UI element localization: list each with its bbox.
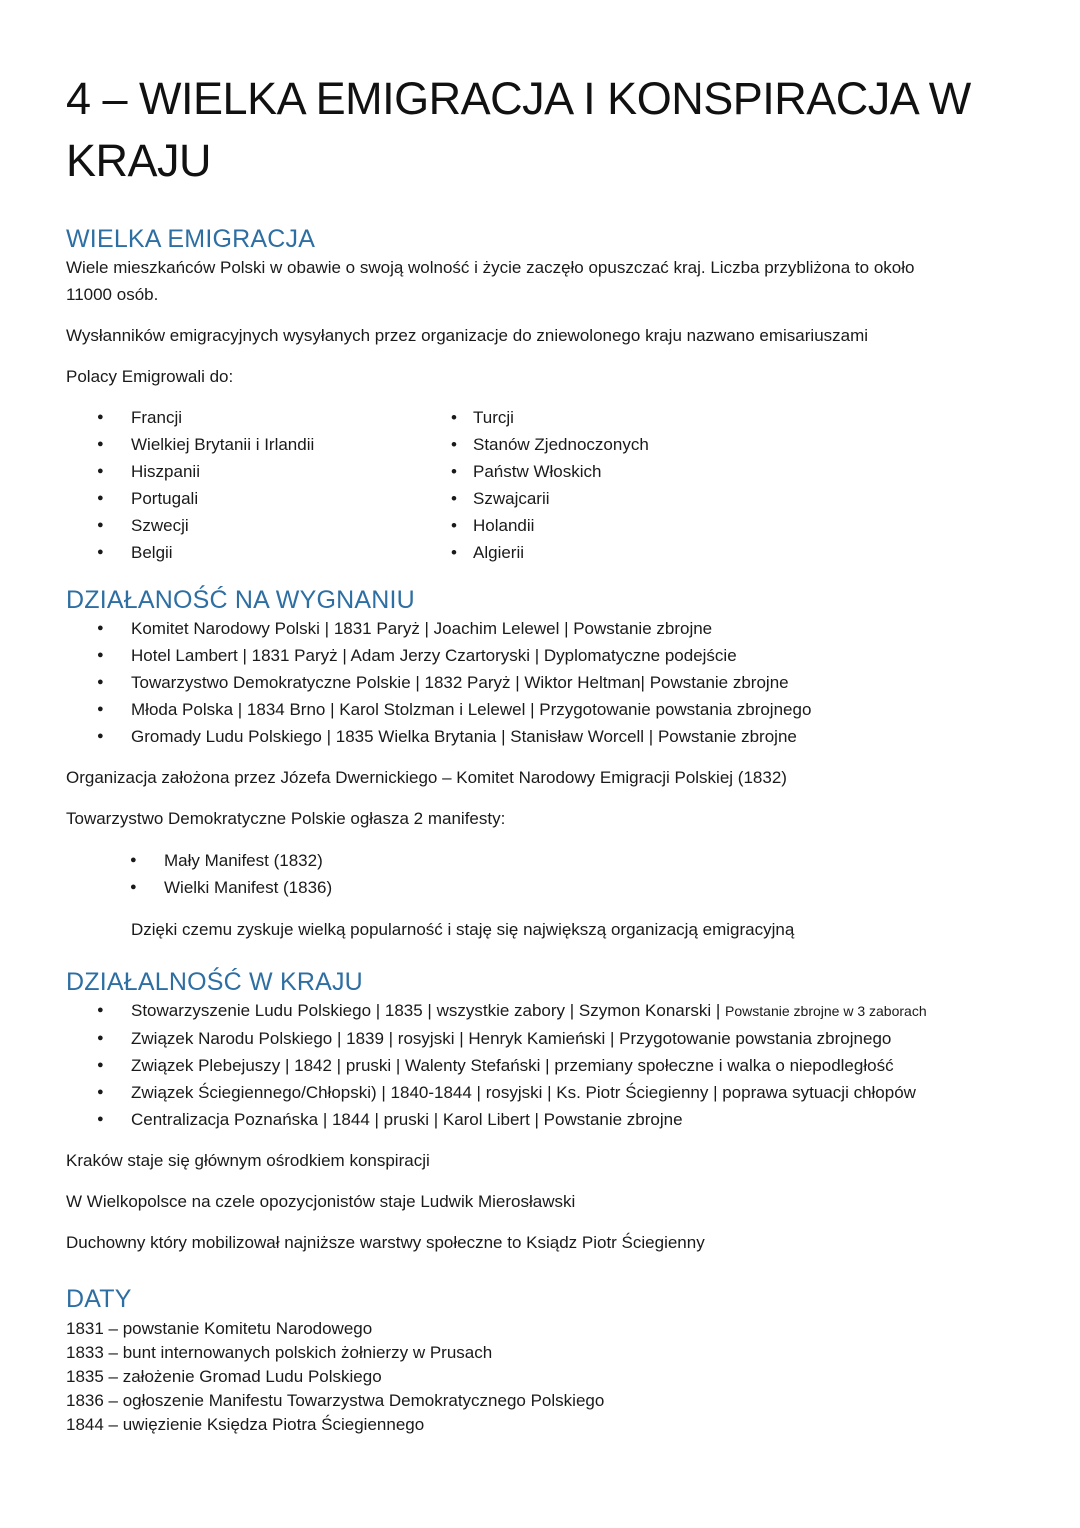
paragraph: Dzięki czemu zyskuje wielką popularność i staję się największą organizacją emigracyjną (131, 920, 795, 939)
list-item: ● Szwecji (66, 512, 444, 539)
date-entry: 1835 – założenie Gromad Ludu Polskiego (66, 1367, 382, 1386)
page-title (66, 68, 1026, 192)
list-item: ● Gromady Ludu Polskiego | 1835 Wielka Brytania | Stanisław Worcell | Powstanie zbrojne (66, 723, 1026, 750)
paragraph: Kraków staje się głównym ośrodkiem konspiracji (66, 1151, 430, 1170)
manifests-list (66, 847, 1026, 901)
list-item: • Szwajcarii (444, 485, 649, 512)
page-title-line-2: KRAJU (66, 135, 212, 186)
list-item: ● Francji (66, 404, 444, 431)
list-item: • Stanów Zjednoczonych (444, 431, 649, 458)
date-entry: 1831 – powstanie Komitetu Narodowego (66, 1319, 373, 1338)
paragraph-line: Wiele mieszkańców Polski w obawie o swoją wolność i życie zaczęło opuszczać kraj. Liczba przybliżona to około (66, 258, 915, 277)
date-entry: 1836 – ogłoszenie Manifestu Towarzystwa Demokratycznego Polskiego (66, 1391, 605, 1410)
countries-list-left (66, 404, 444, 566)
list-item: • Algierii (444, 539, 649, 566)
list-item: ● Hotel Lambert | 1831 Paryż | Adam Jerzy Czartoryski | Dyplomatyczne podejście (66, 642, 1026, 669)
list-item: ● Komitet Narodowy Polski | 1831 Paryż | Joachim Lelewel | Powstanie zbrojne (66, 615, 1026, 642)
list-item: ● Wielki Manifest (1836) (66, 874, 1026, 901)
paragraph: Organizacja założona przez Józefa Dwernickiego – Komitet Narodowy Emigracji Polskiej (1832) (66, 768, 787, 787)
list-item: ● Związek Plebejuszy | 1842 | pruski | Walenty Stefański | przemiany społeczne i walka o niepodległość (66, 1052, 1026, 1079)
paragraph: W Wielkopolsce na czele opozycjonistów staje Ludwik Mierosławski (66, 1192, 576, 1211)
list-item-text: Stowarzyszenie Ludu Polskiego | 1835 | wszystkie zabory | Szymon Konarski | (131, 1001, 726, 1020)
list-item: ● Hiszpanii (66, 458, 444, 485)
page-title-line-1: 4 – WIELKA EMIGRACJA I KONSPIRACJA W (66, 73, 971, 124)
section-wielka-emigracja (66, 223, 1026, 566)
list-item: ● Związek Narodu Polskiego | 1839 | rosyjski | Henryk Kamieński | Przygotowanie powstania zbrojnego (66, 1025, 1026, 1052)
list-item: ● Mały Manifest (1832) (66, 847, 1026, 874)
document-page (66, 68, 1026, 1437)
date-entry: 1833 – bunt internowanych polskich żołnierzy w Prusach (66, 1343, 493, 1362)
list-item (66, 997, 1026, 1025)
list-item: ● Portugali (66, 485, 444, 512)
section-heading: DZIAŁANOŚĆ NA WYGNANIU (66, 586, 415, 614)
paragraph: Duchowny który mobilizował najniższe warstwy społeczne to Ksiądz Piotr Ściegienny (66, 1233, 705, 1252)
list-item: • Państw Włoskich (444, 458, 649, 485)
list-item-note: Powstanie zbrojne w 3 zaborach (725, 1003, 927, 1019)
list-item: • Holandii (444, 512, 649, 539)
section-heading: DZIAŁALNOŚĆ W KRAJU (66, 968, 363, 996)
section-daty (66, 1283, 1026, 1437)
paragraph: Polacy Emigrowali do: (66, 367, 234, 386)
paragraph: Wysłanników emigracyjnych wysyłanych przez organizacje do zniewolonego kraju nazwano emisariuszami (66, 326, 869, 345)
date-entry: 1844 – uwięzienie Księdza Piotra Ściegiennego (66, 1415, 425, 1434)
section-heading: WIELKA EMIGRACJA (66, 225, 316, 253)
section-dzialalnosc-na-wygnaniu (66, 584, 1026, 943)
paragraph: Towarzystwo Demokratyczne Polskie ogłasza 2 manifesty: (66, 809, 506, 828)
list-item: • Turcji (444, 404, 649, 431)
list-item: ● Towarzystwo Demokratyczne Polskie | 1832 Paryż | Wiktor Heltman| Powstanie zbrojne (66, 669, 1026, 696)
section-heading: DATY (66, 1285, 132, 1313)
organizations-list (66, 615, 1026, 750)
list-item: ● Belgii (66, 539, 444, 566)
list-item: ● Centralizacja Poznańska | 1844 | pruski | Karol Libert | Powstanie zbrojne (66, 1106, 1026, 1133)
list-item: ● Wielkiej Brytanii i Irlandii (66, 431, 444, 458)
list-item: ● Związek Ściegiennego/Chłopski) | 1840-1844 | rosyjski | Ks. Piotr Ściegienny | poprawa sytuacji chłopów (66, 1079, 1026, 1106)
countries-list-right (444, 404, 649, 566)
domestic-organizations-list (66, 997, 1026, 1133)
emigration-countries (66, 404, 1026, 566)
section-dzialalnosc-w-kraju (66, 966, 1026, 1256)
list-item: ● Młoda Polska | 1834 Brno | Karol Stolzman i Lelewel | Przygotowanie powstania zbrojnego (66, 696, 1026, 723)
paragraph-line: 11000 osób. (66, 285, 159, 304)
